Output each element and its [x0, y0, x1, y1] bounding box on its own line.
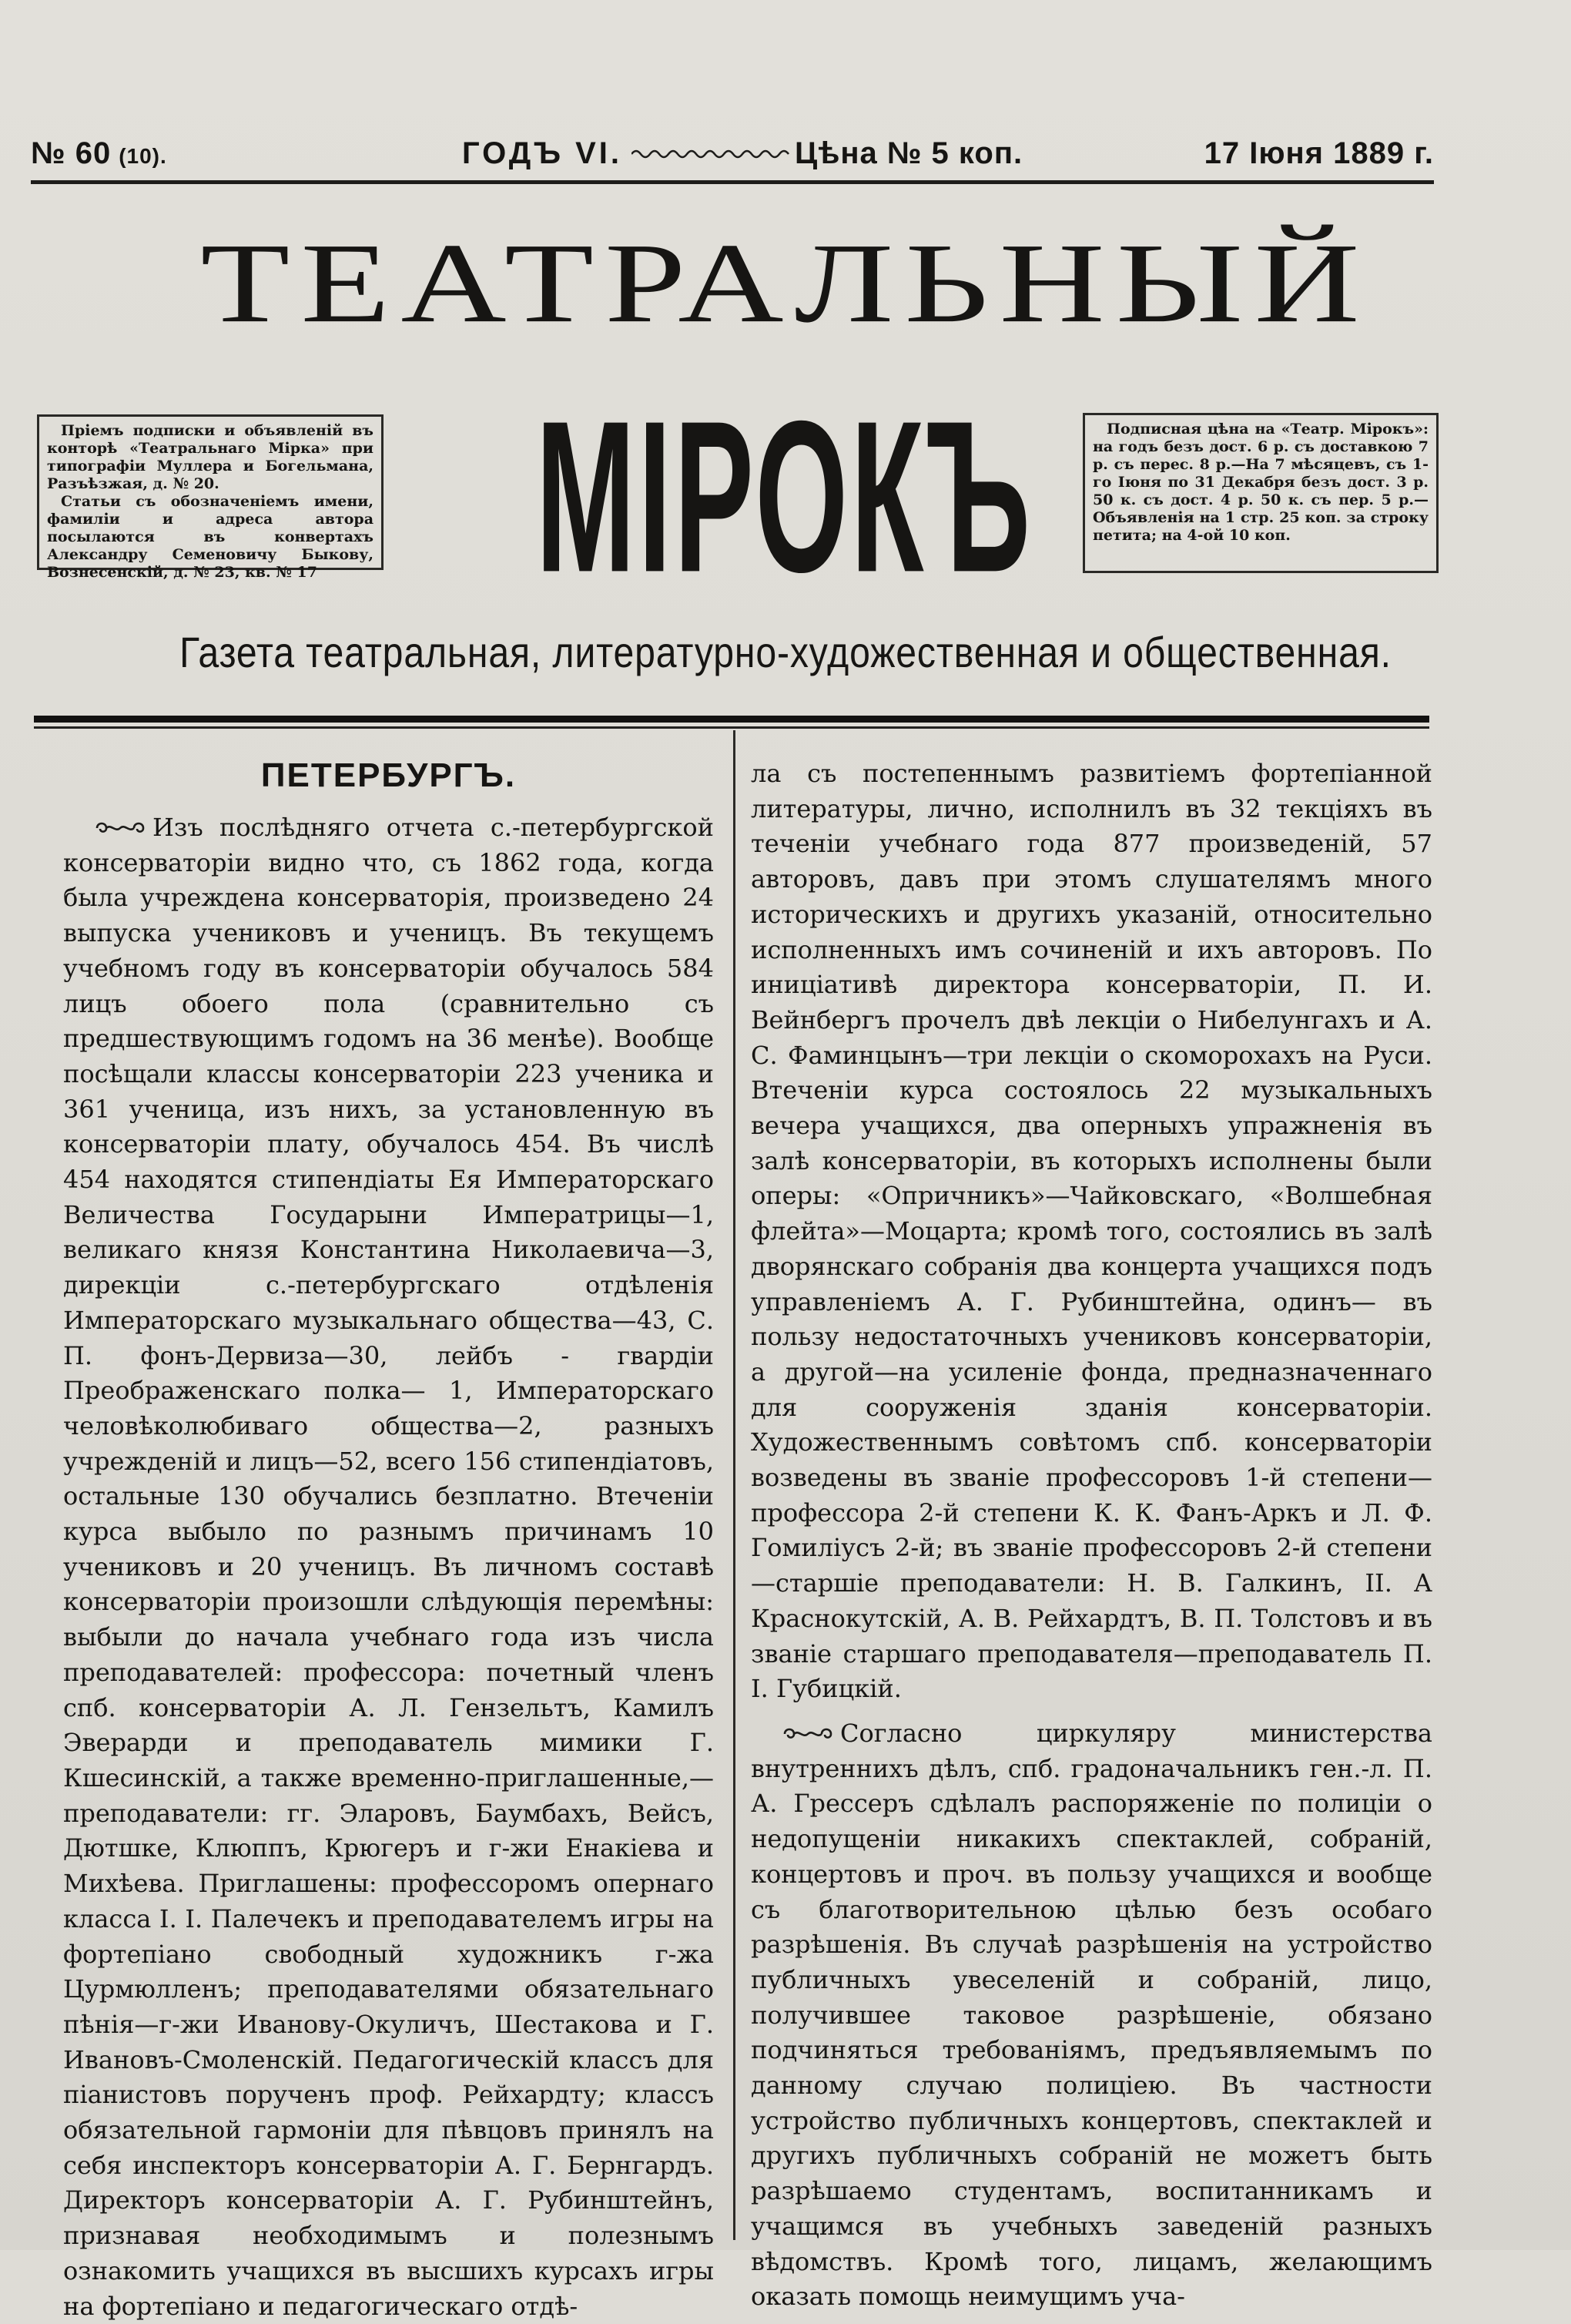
article-text: Согласно циркуляру министерства внутреннихъ дѣлъ, спб. градоначальникъ ген.-л. П. А. Грессеръ сдѣлалъ распоряженіе по полиціи о недопущеніи никакихъ спектаклей, собраній, концертовъ и проч. въ пользу учащихся и вообще съ благотворительною цѣлью безъ особаго разрѣшенія. Въ случаѣ разрѣшенія на устройство публичныхъ увеселеній и собраній, лицо, получившее таковое разрѣшеніе, обязано подчиняться требованіямъ, предъявляемымъ по данному случаю полиціею. Въ частности устройство публичныхъ концертовъ, спектаклей и другихъ публичныхъ собраній не можетъ быть разрѣшаемо студентамъ, воспитанникамъ и учащимся въ учебныхъ заведеній разныхъ вѣдомствъ. Кромѣ того, лицамъ, желающимъ оказать помощь неимущимъ уча-: [751, 1718, 1432, 2312]
column-divider: [733, 730, 735, 2240]
header-rule-thick: [34, 716, 1429, 723]
articles-info-text: Статьи съ обозначеніемъ имени, фамиліи и адреса автора посылаются въ конвертахъ Александру Семеновичу Быкову, Вознесенскій, д. № 23, кв. № 17: [47, 493, 373, 581]
article-text: Изъ послѣдняго отчета с.-петербургской консерваторіи видно что, съ 1862 года, когда была учреждена консерваторія, произведено 24 выпуска учениковъ и ученицъ. Въ текущемъ учебномъ году въ консерваторіи обучалось 584 лицъ обоего пола (сравнительно съ предшествующимъ годомъ на 36 менѣе). Вообще посѣщали классы консерваторіи 223 ученика и 361 ученица, изъ нихъ, за установленную въ консерваторіи плату, обучалось 454. Въ числѣ 454 находятся стипендіаты Ея Императорскаго Величества Государыни Императрицы—1, великаго князя Константина Николаевича—3, дирекціи с.-петербургскаго отдѣленія Императорскаго музыкальнаго общества—43, С. П. фонъ-Дервиза—30, лейбъ - гвардіи Преображенскаго полка— 1, Императорскаго человѣколюбиваго общества—2, разныхъ учрежденій и лицъ—52, всего 156 стипендіатовъ, остальные 130 обучались безплатно. Втеченіи курса выбыло по разнымъ причинамъ 10 учениковъ и 20 ученицъ. Въ личномъ составѣ консерваторіи произошли слѣдующія перемѣны: выбыли до начала учебнаго года изъ числа преподавателей: профессора: почетный членъ спб. консерваторіи А. Л. Гензельтъ, Камилъ Эверарди и преподаватель мимики Г. Кшесинскій, а также временно-приглашенные,—преподаватели: гг. Эларовъ, Баумбахъ, Вейсъ, Дютшке, Клюппъ, Крюгеръ и г-жи Енакіева и Михѣева. Приглашены: профессоромъ опернаго класса І. І. Палечекъ и преподавателемъ игры на фортепіано свободный художникъ г-жа Цурмюлленъ; преподавателями обязательнаго пѣнія—г-жи Иванову-Окуличъ, Шестакова и Г. Ивановъ-Смоленскій. Педагогическій классъ для піанистовъ порученъ проф. Рейхардту; классъ обязательной гармоніи для пѣвцовъ принялъ на себя инспекторъ консерваторіи А. Г. Бернгардъ. Директоръ консерваторіи А. Г. Рубинштейнъ, признавая необходимымъ и полезнымъ ознакомить учащихся въ высшихъ курсахъ игры на фортепіано и педагогическаго отдѣ-: [63, 813, 714, 2321]
masthead-line: [31, 136, 1434, 170]
office-info-text: Пріемъ подписки и объявленій въ конторѣ «Театральнаго Мірка» при типографіи Муллера и Богельмана, Разъѣзжая, д. № 20.: [47, 422, 373, 492]
left-column: [63, 810, 714, 2324]
issue-number: № 60 (10).: [31, 136, 167, 170]
article-paragraph-continued: ла съ постепеннымъ развитіемъ фортепіанной литературы, лично, исполнилъ въ 32 текціяхъ въ теченіи учебнаго года 877 произведеній, 57 авторовъ, давъ при этомъ слушателямъ много историческихъ и другихъ указаній, относительно исполненныхъ имъ сочиненій и ихъ авторовъ. По иниціативѣ директора консерваторіи, П. И. Вейнбергъ прочелъ двѣ лекціи о Нибелунгахъ и А. С. Фаминцынъ—три лекціи о скоморохахъ на Руси. Втеченіи курса состоялось 22 музыкальныхъ вечера учащихся, два оперныхъ упражненія въ залѣ консерваторіи, въ которыхъ исполнены были оперы: «Опричникъ»—Чайковскаго, «Волшебная флейта»—Моцарта; кромѣ того, состоялись въ залѣ дворянскаго собранія два концерта учащихся подъ управленіемъ А. Г. Рубинштейна, одинъ— въ пользу недостаточныхъ учениковъ консерваторіи, а другой—на усиленіе фонда, предназначеннаго для сооруженія зданія консерваторіи. Художественнымъ совѣтомъ спб. консерваторіи возведены въ званіе профессоровъ 1-й степени—профессора 2-й степени К. К. Фанъ-Аркъ и Л. Ф. Гомилiусъ 2-й; въ званіе профессоровъ 2-й степени—старшіе преподаватели: Н. В. Галкинъ, ІІ. А Краснокутскій, А. В. Рейхардтъ, В. П. Толстовъ и въ званіе старшаго преподавателя—преподаватель П. І. Губицкій.: [751, 759, 1432, 1704]
issue-sub-number: (10).: [119, 144, 167, 168]
issue-date: 17 Іюня 1889 г.: [1204, 136, 1434, 170]
title-line-2: МІРОКЪ: [535, 376, 1033, 617]
title-line-1: ТЕАТРАЛЬНЫЙ: [200, 220, 1371, 347]
price-info-text: Подписная цѣна на «Театр. Мірокъ»: на годъ безъ дост. 6 р. съ доставкою 7 р. съ перес. 8 р.—На 7 мѣсяцевъ, съ 1-го Іюня по 31 Декабря безъ дост. 3 р. 50 к. съ дост. 4 р. 50 к. съ пер. 5 р.—Объявленія на 1 стр. 25 коп. за строку петита; на 4-ой 10 коп.: [1093, 421, 1429, 544]
top-rule: [31, 180, 1434, 184]
price-label: Цѣна № 5 коп.: [795, 136, 1023, 170]
section-heading: ПЕТЕРБУРГЪ.: [260, 756, 517, 794]
newspaper-subtitle: Газета театральная, литературно-художественная и общественная.: [179, 628, 1392, 676]
subscription-office-box: [37, 414, 384, 581]
scroll-ornament-icon: [782, 1725, 834, 1743]
subscription-price-box: [1083, 413, 1439, 573]
right-column: [751, 756, 1432, 2315]
year-label: ГОДЪ VI.: [462, 136, 623, 170]
article-paragraph: [63, 810, 714, 2324]
header-rule-thin: [34, 726, 1429, 729]
scroll-ornament-icon: [94, 819, 146, 837]
article-paragraph: [751, 1716, 1432, 2315]
wave-ornament-icon: [631, 143, 789, 162]
